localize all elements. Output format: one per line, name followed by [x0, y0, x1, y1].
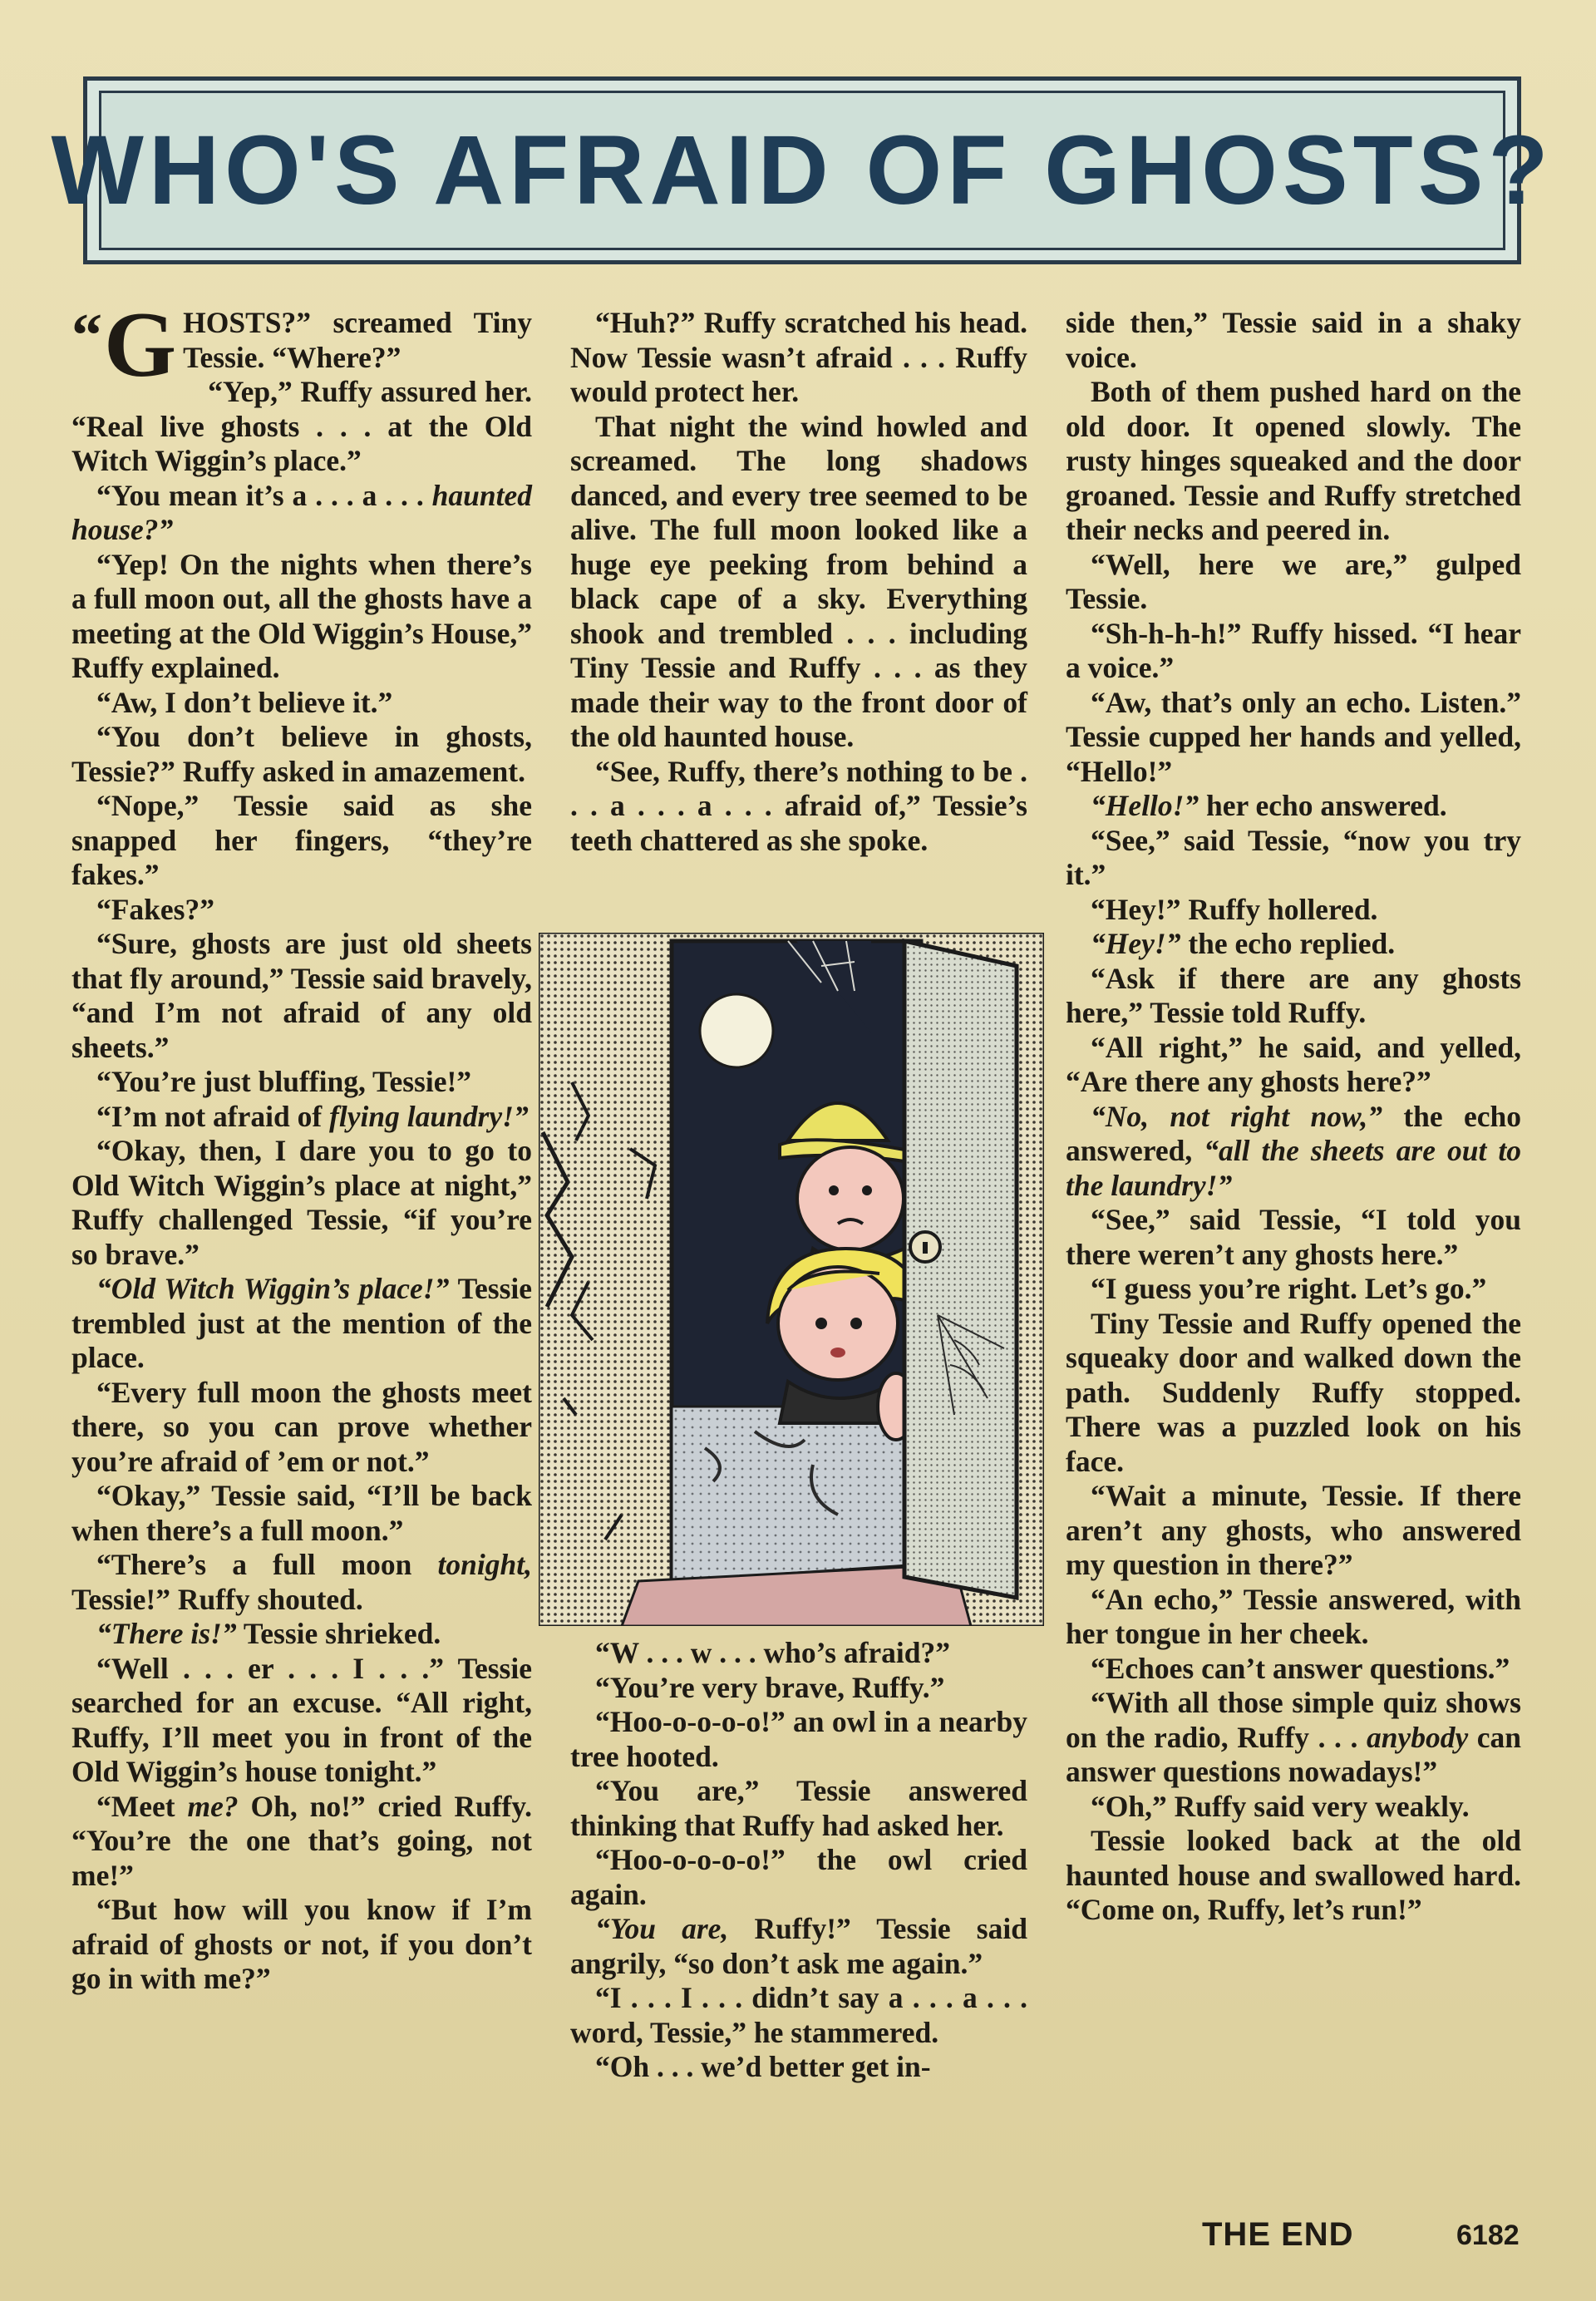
paragraph: “W . . . w . . . who’s afraid?”	[595, 1636, 951, 1669]
paragraph: “I guess you’re right. Let’s go.”	[1091, 1272, 1487, 1305]
paragraph-text: “There’s a full moon	[96, 1548, 412, 1581]
paragraph-italic: “all the sheets are out to the laundry!”	[1066, 1134, 1521, 1202]
paragraph: “Hoo-o-o-o-o!” an owl in a nearby tree hooted.	[570, 1705, 1027, 1773]
paragraph: “Nope,” Tessie said as she snapped her fingers, “they’re fakes.”	[71, 789, 532, 891]
paragraph-italic: “There is!”	[96, 1617, 237, 1650]
paragraph	[570, 1912, 1027, 1981]
the-end-label: THE END	[1202, 2216, 1354, 2253]
paragraph-text: the echo replied.	[1188, 927, 1396, 960]
paragraph: “All right,” he said, and yelled, “Are there any ghosts here?”	[1066, 1030, 1521, 1098]
paragraph-text: HOSTS?” screamed Tiny Tessie. “Where?”	[183, 306, 532, 374]
paragraph	[71, 1617, 532, 1652]
paragraph: That night the wind howled and screamed. The long shadows danced, and every tree seemed to be alive. The full moon looked like a huge eye peeking from behind a black cape of a sky. Everything shook and trembled . . . including Tiny Tessie and Ruffy . . . as they made their way to the front door of the old haunted house.	[570, 409, 1027, 753]
text-column-2-bottom	[570, 1636, 1027, 2085]
paragraph: “See,” said Tessie, “I told you there weren’t any ghosts here.”	[1066, 1203, 1521, 1271]
paragraph: “See,” said Tessie, “now you try it.”	[1066, 823, 1521, 891]
paragraph: “Wait a minute, Tessie. If there aren’t any ghosts, who answered my question in there?”	[1066, 1479, 1521, 1581]
moon	[700, 994, 773, 1067]
paragraph: “Fakes?”	[96, 892, 214, 926]
title-banner	[51, 76, 1554, 264]
paragraph: “You are,” Tessie answered thinking that Ruffy had asked her.	[570, 1774, 1027, 1842]
paragraph-italic: “You are,	[595, 1912, 729, 1945]
paragraph: “Huh?” Ruffy scratched his head. Now Tessie wasn’t afraid . . . Ruffy would protect her.	[570, 306, 1027, 408]
text-column-1	[71, 293, 533, 1997]
paragraph-text: “Meet	[96, 1789, 175, 1823]
paragraph-italic: haunted house?”	[71, 478, 532, 546]
paragraph	[1066, 927, 1521, 962]
paragraph: “See, Ruffy, there’s nothing to be . . . a . . . a . . . afraid of,” Tessie’s teeth chattered as she spoke.	[570, 754, 1027, 857]
paragraph: “Aw, I don’t believe it.”	[96, 685, 393, 719]
paragraph: “Yep! On the nights when there’s a full moon out, all the ghosts have a meeting at the Old Wiggin’s House,” Ruffy explained.	[71, 547, 532, 684]
paragraph	[71, 479, 532, 548]
paragraph-text: the echo answered,	[1066, 1099, 1521, 1167]
paragraph-italic: me?	[187, 1789, 239, 1823]
paragraph: “Yep,” Ruffy assured her. “Real live ghosts . . . at the Old Witch Wiggin’s place.”	[71, 375, 532, 477]
paragraph: “Sh-h-h-h!” Ruffy hissed. “I hear a voice.”	[1066, 616, 1521, 684]
paragraph: “You’re just bluffing, Tessie!”	[96, 1065, 472, 1098]
paragraph-text: Tessie shrieked.	[243, 1617, 441, 1650]
paragraph	[1066, 1100, 1521, 1204]
paragraph-italic: anybody	[1366, 1720, 1469, 1754]
paragraph-text: Tessie!” Ruffy shouted.	[71, 1582, 363, 1616]
footer	[1180, 2216, 1530, 2258]
paragraph: “I . . . I . . . didn’t say a . . . a . . . word, Tessie,” he stammered.	[570, 1981, 1027, 2049]
paragraph-text: can answer questions nowadays!”	[1066, 1720, 1522, 1788]
door-slab	[904, 941, 1017, 1598]
paragraph: “Well, here we are,” gulped Tessie.	[1066, 547, 1521, 615]
paragraph	[71, 1272, 532, 1376]
paragraph: Both of them pushed hard on the old door. It opened slowly. The rusty hinges squeaked and the door groaned. Tessie and Ruffy stretched their necks and peered in.	[1066, 375, 1521, 546]
paragraph-italic: tonight,	[437, 1548, 532, 1581]
paragraph: “An echo,” Tessie answered, with her tongue in her cheek.	[1066, 1582, 1521, 1650]
paragraph	[71, 1548, 532, 1617]
paragraph	[71, 1100, 532, 1135]
paragraph: “Oh . . . we’d better get in-	[595, 2050, 931, 2083]
paragraph-italic: “Hello!”	[1091, 789, 1199, 822]
paragraph: “Echoes can’t answer questions.”	[1091, 1651, 1510, 1685]
drop-cap: G	[104, 293, 177, 397]
page-code: 6182	[1456, 2220, 1520, 2251]
paragraph-italic: “No, not right now,”	[1091, 1099, 1382, 1133]
paragraph: “Every full moon the ghosts meet there, so you can prove whether you’re afraid of ’em or not.”	[71, 1375, 532, 1478]
paragraph-italic: “Old Witch Wiggin’s place!”	[96, 1272, 450, 1305]
paragraph-text: Tessie trembled just at the mention of the place.	[71, 1272, 533, 1374]
paragraph: Tiny Tessie and Ruffy opened the squeaky door and walked down the path. Suddenly Ruffy stopped. There was a puzzled look on his face.	[1066, 1306, 1521, 1478]
paragraph: “You don’t believe in ghosts, Tessie?” Ruffy asked in amazement.	[71, 720, 532, 788]
paragraph: “Well . . . er . . . I . . .” Tessie searched for an excuse. “All right, Ruffy, I’ll meet you in front of the Old Wiggin’s house tonight.”	[71, 1651, 532, 1788]
paragraph-text: her echo answered.	[1206, 789, 1447, 822]
paragraph-italic: “Hey!”	[1091, 927, 1181, 960]
paragraph: “You’re very brave, Ruffy.”	[595, 1670, 945, 1704]
paragraph	[1066, 1686, 1521, 1790]
paragraph: “Hey!” Ruffy hollered.	[1091, 892, 1378, 926]
paragraph: “Sure, ghosts are just old sheets that fly around,” Tessie said bravely, “and I’m not afraid of any old sheets.”	[71, 927, 532, 1064]
paragraph: “Oh,” Ruffy said very weakly.	[1091, 1789, 1470, 1823]
paragraph	[1066, 789, 1521, 824]
paragraph: “But how will you know if I’m afraid of ghosts or not, if you don’t go in with me?”	[71, 1893, 532, 1995]
title-banner-inner	[51, 91, 1554, 250]
paragraph: “Okay, then, I dare you to go to Old Witch Wiggin’s place at night,” Ruffy challenged Tessie, “if you’re so brave.”	[71, 1134, 532, 1271]
paragraph: “Ask if there are any ghosts here,” Tessie told Ruffy.	[1066, 961, 1521, 1029]
paragraph	[71, 1790, 532, 1894]
paragraph-text: “I’m not afraid of	[96, 1099, 323, 1133]
paragraph: side then,” Tessie said in a shaky voice.	[1066, 306, 1521, 374]
paragraph-text: Ruffy!” Tessie said angrily, “so don’t ask me again.”	[570, 1912, 1027, 1980]
paragraph-text: “With all those simple quiz shows on the radio, Ruffy . . .	[1066, 1686, 1521, 1754]
paragraph-text: “You mean it’s a . . . a . . .	[96, 478, 424, 512]
text-column-3	[1066, 306, 1521, 1928]
paragraph: “Okay,” Tessie said, “I’ll be back when there’s a full moon.”	[71, 1479, 532, 1547]
paragraph: “Hoo-o-o-o-o!” the owl cried again.	[570, 1843, 1027, 1911]
haunted-door-illustration	[539, 933, 1044, 1626]
text-column-2-top	[570, 306, 1027, 858]
paragraph: Tessie looked back at the old haunted house and swallowed hard. “Come on, Ruffy, let’s run!”	[1066, 1824, 1521, 1926]
story-title: WHO'S AFRAID OF GHOSTS?	[51, 116, 1554, 225]
paragraph-italic: flying laundry!”	[329, 1099, 529, 1133]
drop-quote: “	[71, 302, 102, 370]
paragraph	[71, 293, 532, 397]
paragraph-text: Oh, no!” cried Ruffy. “You’re the one that’s going, not me!”	[71, 1789, 533, 1892]
paragraph: “Aw, that’s only an echo. Listen.” Tessie cupped her hands and yelled, “Hello!”	[1066, 685, 1521, 788]
